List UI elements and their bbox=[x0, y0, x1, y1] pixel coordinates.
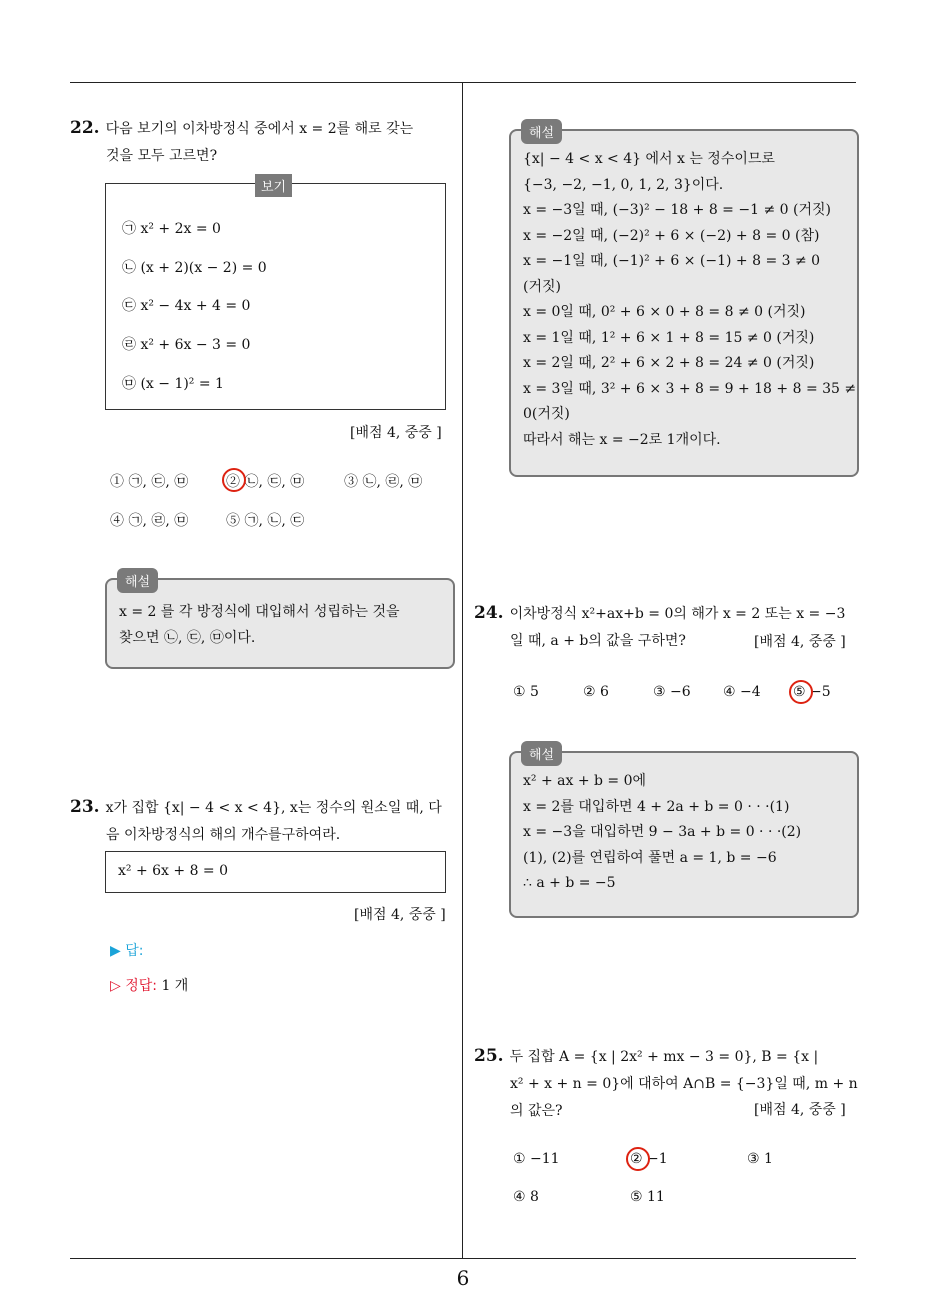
question-23-line2: 음 이차방정식의 해의 개수를구하여라. bbox=[106, 827, 341, 843]
explanation-line: {−3, −2, −1, 0, 1, 2, 3}이다. bbox=[523, 176, 724, 193]
bogi-box bbox=[105, 180, 446, 410]
explanation-line: ∴ a + b = −5 bbox=[523, 875, 616, 891]
question-22-line1: 다음 보기의 이차방정식 중에서 x = 2를 해로 갖는 bbox=[105, 121, 414, 137]
explanation-line: x = 3일 때, 3² + 6 × 3 + 8 = 9 + 18 + 8 = 35 ≠ bbox=[523, 380, 857, 397]
equation-box bbox=[105, 851, 446, 893]
question-23-explanation bbox=[509, 126, 859, 477]
correct-answer bbox=[110, 975, 188, 995]
explanation-line: 따라서 해는 x = −2로 1개이다. bbox=[523, 431, 721, 448]
question-23-score: [배점 4, 중중 ] bbox=[354, 907, 446, 923]
choice-5[interactable]: ⑤ −5 bbox=[793, 684, 831, 700]
explanation-line: x = 1일 때, 1² + 6 × 1 + 8 = 15 ≠ 0 (거짓) bbox=[523, 329, 815, 346]
question-24-score: [배점 4, 중중 ] bbox=[754, 634, 846, 650]
explanation-line: x = 0일 때, 0² + 6 × 0 + 8 = 8 ≠ 0 (거짓) bbox=[523, 304, 806, 320]
choice-5[interactable]: ⑤ 11 bbox=[630, 1189, 665, 1205]
question-24-line2: 일 때, a + b의 값을 구하면? bbox=[510, 633, 686, 649]
choice-4[interactable]: ④ 8 bbox=[513, 1189, 539, 1205]
question-23-number: 23. bbox=[70, 797, 100, 817]
question-25-line2: x² + x + n = 0}에 대하여 A∩B = {−3}일 때, m + n bbox=[510, 1076, 858, 1092]
bogi-item: ㉤ (x − 1)² = 1 bbox=[122, 376, 224, 392]
answer-label: ▶ 답: bbox=[110, 943, 144, 959]
column-divider bbox=[462, 82, 463, 1258]
explanation-line: (1), (2)를 연립하여 풀면 a = 1, b = −6 bbox=[523, 849, 777, 866]
correct-answer-label: ▷ 정답: bbox=[110, 978, 157, 994]
explanation-line: 0(거짓) bbox=[523, 406, 570, 422]
explanation-line: x = −3일 때, (−3)² − 18 + 8 = −1 ≠ 0 (거짓) bbox=[523, 202, 831, 218]
bogi-label: 보기 bbox=[255, 174, 292, 197]
explanation-line: {x| − 4 < x < 4} 에서 x 는 정수이므로 bbox=[523, 151, 775, 167]
selected-answer-circle bbox=[626, 1147, 650, 1171]
question-22-score: [배점 4, 중중 ] bbox=[350, 425, 442, 441]
choice-2[interactable]: ② 6 bbox=[583, 684, 609, 700]
bottom-rule bbox=[70, 1258, 856, 1259]
question-22-line2: 것을 모두 고르면? bbox=[106, 148, 218, 164]
explanation-line: x = −3을 대입하면 9 − 3a + b = 0 · · ·(2) bbox=[523, 824, 802, 840]
choice-4[interactable]: ④ ㉠, ㉣, ㉤ bbox=[110, 513, 189, 529]
explanation-line: 찾으면 ㉡, ㉢, ㉤이다. bbox=[119, 629, 256, 646]
explanation-line: x = 2일 때, 2² + 6 × 2 + 8 = 24 ≠ 0 (거짓) bbox=[523, 355, 815, 371]
question-25-number: 25. bbox=[474, 1046, 504, 1066]
explanation-label: 해설 bbox=[521, 741, 562, 766]
explanation-line: x = −1일 때, (−1)² + 6 × (−1) + 8 = 3 ≠ 0 bbox=[523, 253, 821, 269]
selected-answer-circle bbox=[789, 680, 813, 704]
question-23-line1: x가 집합 {x| − 4 < x < 4}, x는 정수의 원소일 때, 다 bbox=[105, 800, 442, 816]
choice-2[interactable]: ② −1 bbox=[630, 1151, 668, 1167]
top-rule bbox=[70, 82, 856, 83]
page-number: 6 bbox=[456, 1266, 470, 1290]
question-22 bbox=[70, 115, 460, 170]
explanation-label: 해설 bbox=[117, 568, 158, 593]
question-22-number: 22. bbox=[70, 118, 100, 138]
question-22-explanation bbox=[105, 575, 455, 669]
equation-text: x² + 6x + 8 = 0 bbox=[118, 863, 229, 879]
bogi-item: ㉣ x² + 6x − 3 = 0 bbox=[122, 337, 251, 353]
selected-answer-circle bbox=[222, 468, 246, 492]
choice-2[interactable]: ② ㉡, ㉢, ㉤ bbox=[226, 474, 305, 490]
choice-1[interactable]: ① ㉠, ㉢, ㉤ bbox=[110, 474, 189, 490]
choice-5[interactable]: ⑤ ㉠, ㉡, ㉢ bbox=[226, 513, 305, 529]
question-24-explanation bbox=[509, 748, 859, 918]
question-22-text bbox=[70, 115, 460, 170]
question-23-text bbox=[70, 794, 460, 849]
explanation-line: x = −2일 때, (−2)² + 6 × (−2) + 8 = 0 (참) bbox=[523, 227, 820, 244]
choice-4[interactable]: ④ −4 bbox=[723, 684, 761, 700]
explanation-line: x = 2 를 각 방정식에 대입해서 성립하는 것을 bbox=[119, 604, 400, 620]
choice-1[interactable]: ① 5 bbox=[513, 684, 539, 700]
question-24-line1: 이차방정식 x²+ax+b = 0의 해가 x = 2 또는 x = −3 bbox=[509, 606, 846, 622]
bogi-item: ㉠ x² + 2x = 0 bbox=[122, 221, 221, 237]
question-24-number: 24. bbox=[474, 603, 504, 623]
explanation-line: x² + ax + b = 0에 bbox=[523, 773, 647, 789]
explanation-label: 해설 bbox=[521, 119, 562, 144]
choice-1[interactable]: ① −11 bbox=[513, 1151, 560, 1167]
choice-3[interactable]: ③ ㉡, ㉣, ㉤ bbox=[344, 474, 423, 490]
choice-3[interactable]: ③ 1 bbox=[747, 1151, 773, 1167]
question-25-line1: 두 집합 A = {x | 2x² + mx − 3 = 0}, B = {x | bbox=[509, 1049, 819, 1065]
explanation-line: x = 2를 대입하면 4 + 2a + b = 0 · · ·(1) bbox=[523, 798, 790, 815]
explanation-line: (거짓) bbox=[523, 278, 561, 295]
question-25-score: [배점 4, 중중 ] bbox=[754, 1102, 846, 1118]
question-25-line3: 의 값은? bbox=[510, 1103, 563, 1119]
choice-3[interactable]: ③ −6 bbox=[653, 684, 691, 700]
question-23 bbox=[70, 794, 460, 849]
bogi-item: ㉡ (x + 2)(x − 2) = 0 bbox=[122, 260, 267, 276]
correct-answer-value: 1 개 bbox=[161, 978, 189, 994]
bogi-item: ㉢ x² − 4x + 4 = 0 bbox=[122, 298, 251, 314]
